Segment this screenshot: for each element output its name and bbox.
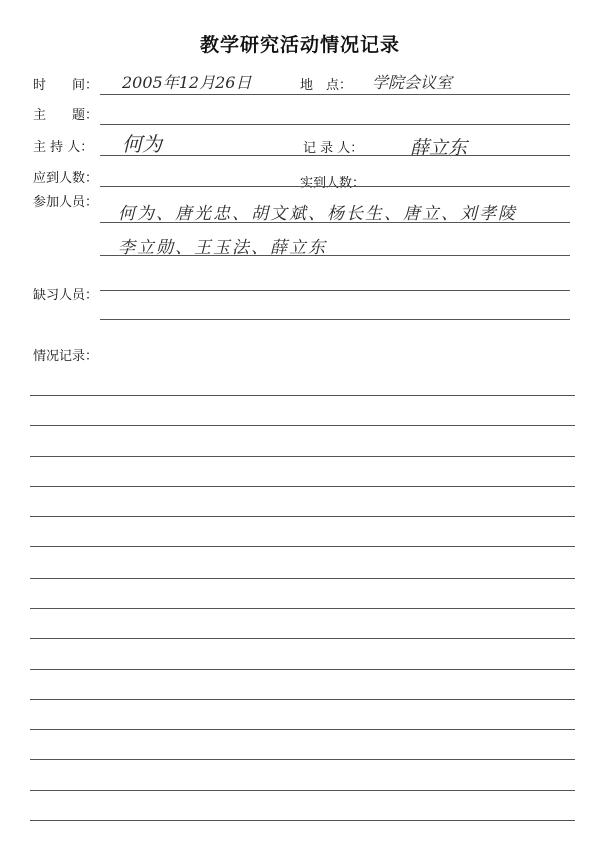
record-rule-8 bbox=[30, 608, 575, 609]
page-title: 教学研究活动情况记录 bbox=[199, 34, 400, 56]
topic-label: 主 题： bbox=[33, 108, 99, 123]
record-rule-2 bbox=[30, 425, 575, 426]
recorder-label: 记 录 人： bbox=[303, 141, 364, 156]
record-rule-15 bbox=[30, 820, 575, 821]
record-rule-13 bbox=[30, 759, 575, 760]
record-rule-3 bbox=[30, 456, 575, 457]
participants-rule-1 bbox=[100, 222, 570, 223]
host-label: 主 持 人： bbox=[33, 140, 94, 155]
time-rule bbox=[100, 94, 570, 95]
record-rule-12 bbox=[30, 729, 575, 730]
record-rule-5 bbox=[30, 516, 575, 517]
absent-rule-2 bbox=[100, 319, 570, 320]
participants-line-2: 李立勋、王玉法、薛立东 bbox=[118, 238, 327, 258]
participants-rule-2 bbox=[100, 255, 570, 256]
record-rule-6 bbox=[30, 546, 575, 547]
time-value: 2005年12月26日 bbox=[122, 73, 252, 92]
actual-label: 实到人数： bbox=[300, 176, 366, 191]
expected-rule bbox=[100, 186, 570, 187]
record-rule-1 bbox=[30, 395, 575, 396]
record-rule-4 bbox=[30, 486, 575, 487]
place-value: 学院会议室 bbox=[372, 73, 453, 92]
expected-label: 应到人数： bbox=[33, 171, 99, 186]
host-value: 何为 bbox=[122, 132, 162, 156]
participants-label: 参加人员： bbox=[33, 195, 99, 210]
record-label: 情况记录： bbox=[33, 349, 99, 364]
topic-rule bbox=[100, 124, 570, 125]
host-rule bbox=[100, 155, 570, 156]
recorder-value: 薛立东 bbox=[410, 137, 468, 159]
time-label: 时 间： bbox=[33, 78, 99, 93]
record-rule-10 bbox=[30, 669, 575, 670]
record-rule-14 bbox=[30, 790, 575, 791]
record-rule-7 bbox=[30, 578, 575, 579]
record-rule-11 bbox=[30, 699, 575, 700]
absent-label: 缺习人员： bbox=[33, 288, 99, 303]
place-label: 地 点： bbox=[300, 78, 353, 93]
record-rule-9 bbox=[30, 638, 575, 639]
absent-rule-1 bbox=[100, 290, 570, 291]
participants-line-1: 何为、唐光忠、胡文斌、杨长生、唐立、刘孝陵 bbox=[118, 204, 517, 224]
